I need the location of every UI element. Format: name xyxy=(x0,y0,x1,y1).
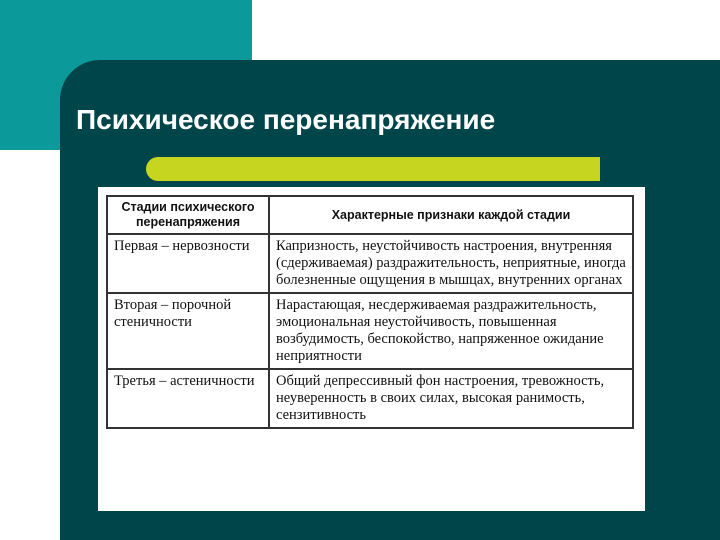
table-row xyxy=(107,369,633,428)
table-row xyxy=(107,234,633,293)
signs-cell: Общий депрессивный фон настроения, тревожность, неуверенность в своих силах, высокая ранимость, сензитивность xyxy=(269,369,633,428)
header-signs: Характерные признаки каждой стадии xyxy=(269,196,633,234)
signs-cell: Нарастающая, несдерживаемая раздражительность, эмоциональная неустойчивость, повышенная возбудимость, беспокойство, напряженное ожидание неприятности xyxy=(269,293,633,369)
table-row xyxy=(107,293,633,369)
stage-cell: Третья – астеничности xyxy=(107,369,269,428)
signs-cell: Капризность, неустойчивость настроения, внутренняя (сдерживаемая) раздражительность, неприятные, иногда болезненные ощущения в мышцах, внутренних органах xyxy=(269,234,633,293)
table-image xyxy=(98,187,645,511)
header-stage: Стадии психического перенапряжения xyxy=(107,196,269,234)
stages-table xyxy=(106,195,634,429)
table-header-row xyxy=(107,196,633,234)
accent-bar xyxy=(158,157,600,181)
stage-cell: Вторая – порочной стеничности xyxy=(107,293,269,369)
stage-cell: Первая – нервозности xyxy=(107,234,269,293)
slide-title: Психическое перенапряжение xyxy=(76,104,496,135)
